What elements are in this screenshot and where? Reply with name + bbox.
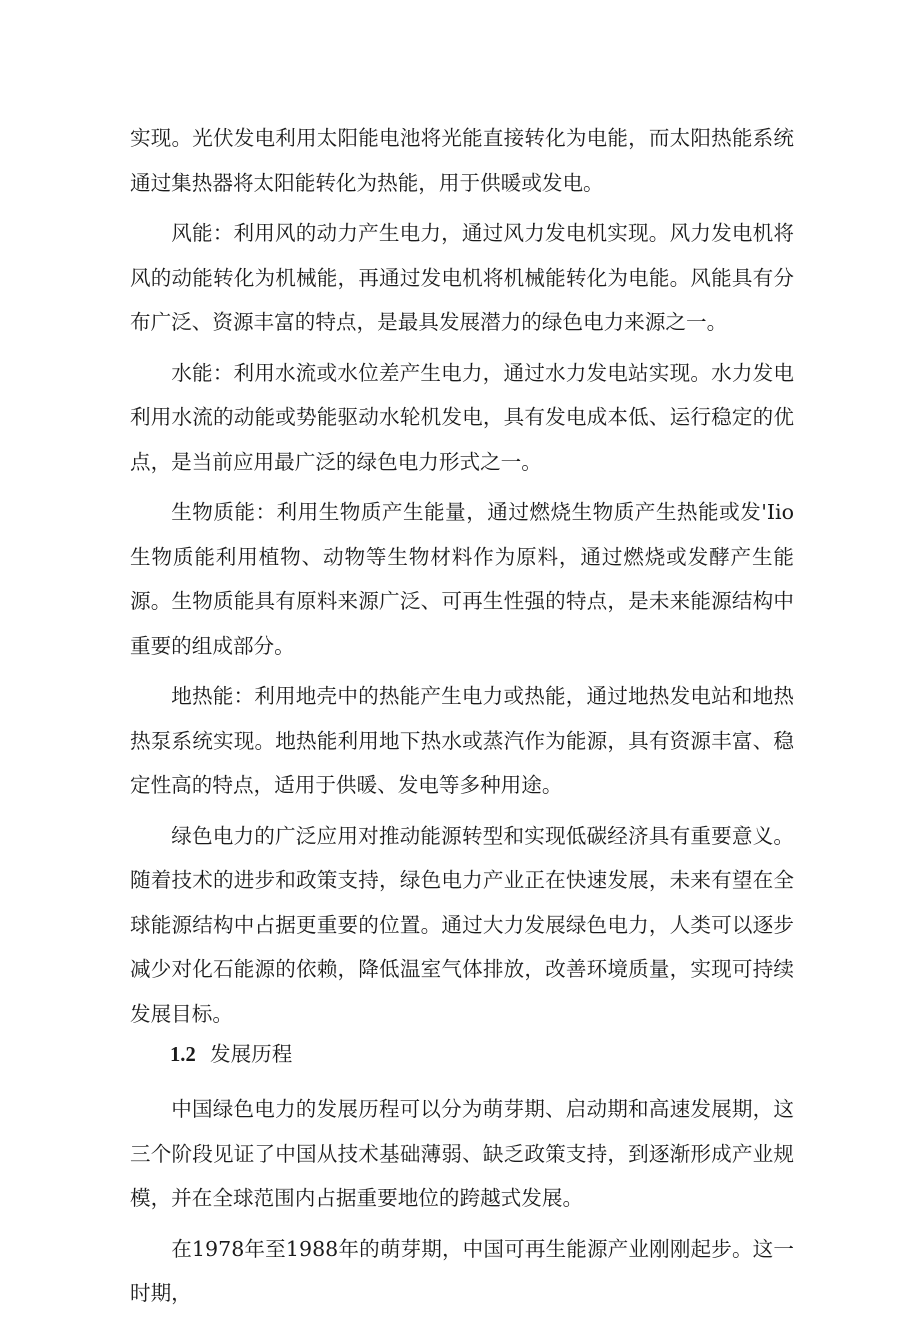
paragraph-development-overview: 中国绿色电力的发展历程可以分为萌芽期、启动期和高速发展期，这三个阶段见证了中国从技术基础薄弱、缺乏政策支持，到逐渐形成产业规模，并在全球范围内占据重要地位的跨越式发展。: [130, 1097, 794, 1210]
paragraph-wind-energy: 风能：利用风的动力产生电力，通过风力发电机实现。风力发电机将风的动能转化为机械能，再通过发电机将机械能转化为电能。风能具有分布广泛、资源丰富的特点，是最具发展潜力的绿色电力来源之一。: [130, 221, 794, 334]
paragraph-solar-continued: 实现。光伏发电利用太阳能电池将光能直接转化为电能，而太阳热能系统通过集热器将太阳能转化为热能，用于供暖或发电。: [130, 126, 794, 195]
section-heading: [130, 1036, 794, 1073]
paragraph-hydro-energy: 水能：利用水流或水位差产生电力，通过水力发电站实现。水力发电利用水流的动能或势能驱动水轮机发电，具有发电成本低、运行稳定的优点，是当前应用最广泛的绿色电力形式之一。: [130, 360, 794, 474]
paragraph-geothermal-energy: 地热能：利用地壳中的热能产生电力或热能，通过地热发电站和地热热泵系统实现。地热能利用地下热水或蒸汽作为能源，具有资源丰富、稳定性高的特点，适用于供暖、发电等多种用途。: [130, 684, 794, 797]
section-title: 发展历程: [210, 1042, 293, 1066]
document-body: [130, 116, 794, 1322]
paragraph-biomass-energy: 生物质能：利用生物质产生能量，通过燃烧生物质产生热能或发'Iio生物质能利用植物、动物等生物材料作为原料，通过燃烧或发酵产生能源。生物质能具有原料来源广泛、可再生性强的特点，是未来能源结构中重要的组成部分。: [130, 500, 794, 658]
paragraph-green-power-significance: 绿色电力的广泛应用对推动能源转型和实现低碳经济具有重要意义。随着技术的进步和政策支持，绿色电力产业正在快速发展，未来有望在全球能源结构中占据更重要的位置。通过大力发展绿色电力，人类可以逐步减少对化石能源的依赖，降低温室气体排放，改善环境质量，实现可持续发展目标。: [130, 823, 794, 1026]
section-number: 1.2: [170, 1044, 196, 1066]
paragraph-sprouting-period: 在1978年至1988年的萌芽期，中国可再生能源产业刚刚起步。这一时期，: [130, 1236, 794, 1305]
